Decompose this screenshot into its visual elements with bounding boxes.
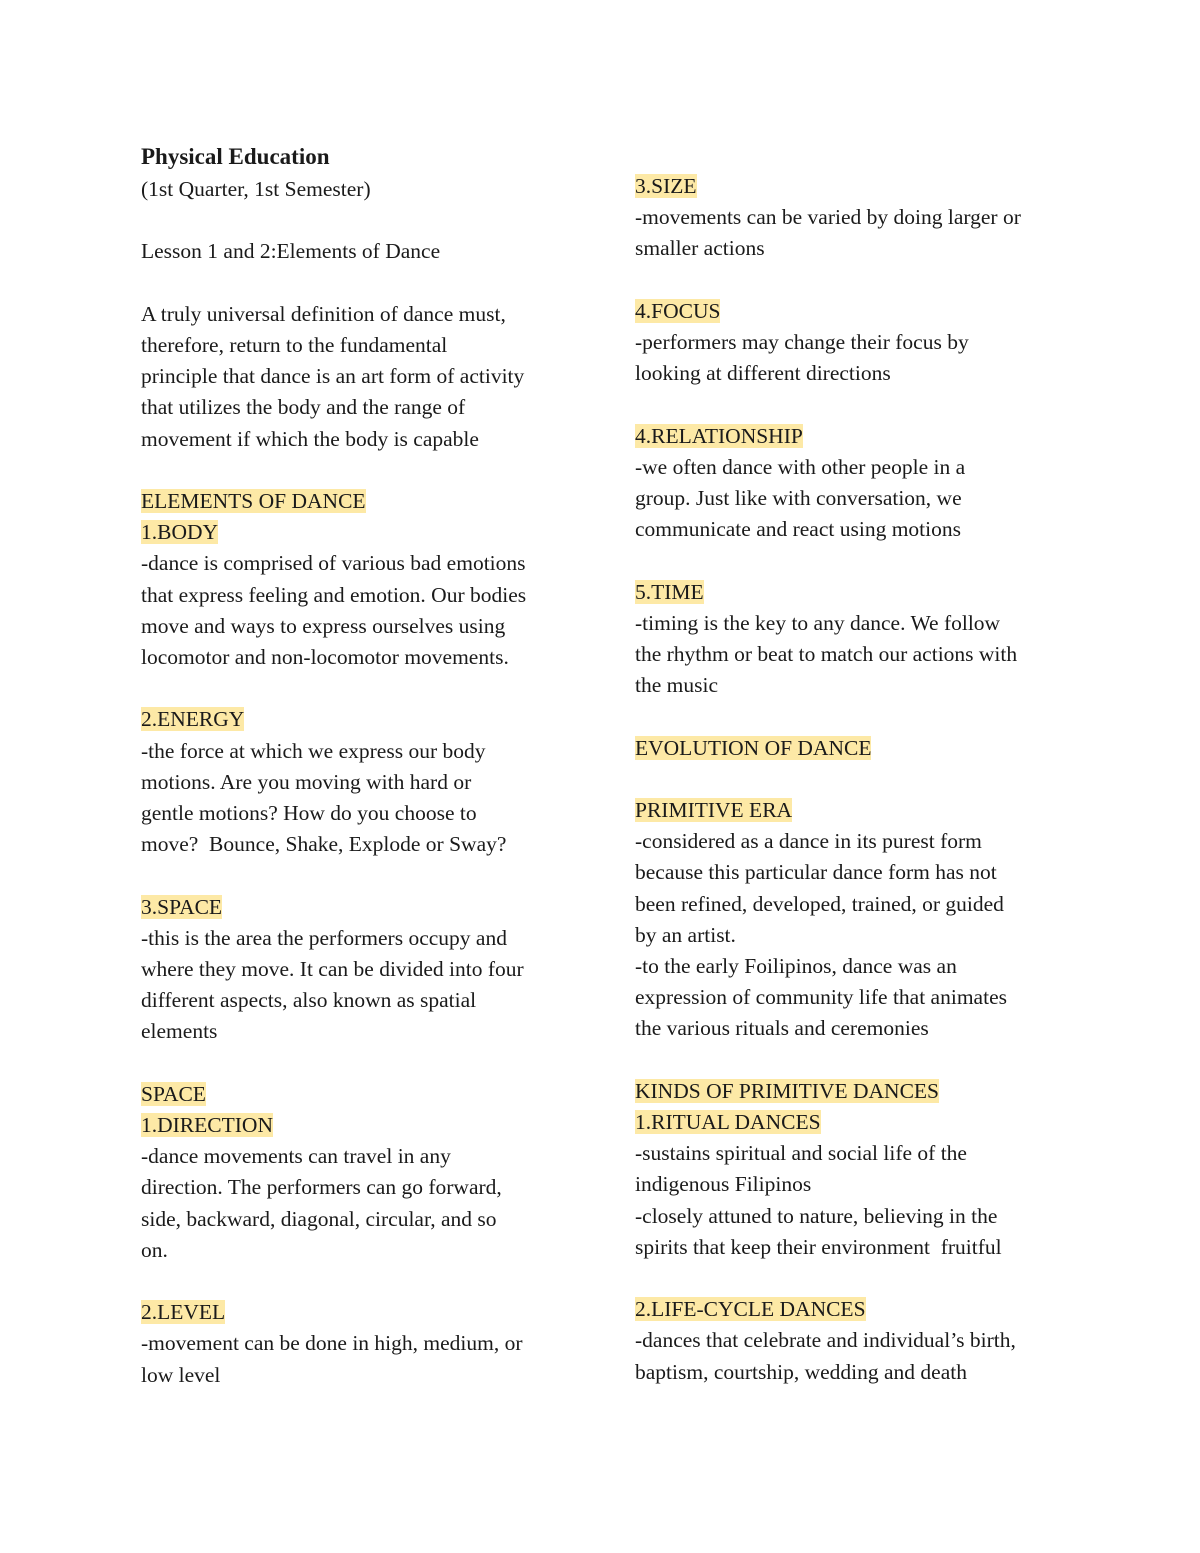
primitive-text-line: -to the early Foilipinos, dance was an — [635, 954, 957, 978]
size-text-line: smaller actions — [635, 236, 765, 261]
body-text-line: that express feeling and emotion. Our bodies — [141, 582, 527, 607]
body-text-line: locomotor and non-locomotor movements. — [141, 645, 509, 669]
size-heading: 3.SIZE — [635, 174, 697, 198]
energy-text-line: motions. Are you moving with hard or — [141, 769, 472, 794]
focus-text-line: -performers may change their focus by — [635, 330, 969, 354]
intro-line: that utilizes the body and the range of — [141, 395, 466, 420]
time-heading: 5.TIME — [635, 579, 704, 604]
primitive-text-line: because this particular dance form has not — [635, 860, 997, 885]
space-text-line: elements — [141, 1019, 218, 1044]
relationship-text-line: group. Just like with conversation, we — [635, 486, 962, 510]
evolution-heading: EVOLUTION OF DANCE — [635, 735, 872, 760]
ritual-text-line: indigenous Filipinos — [635, 1172, 812, 1197]
time-text-line: the music — [635, 673, 718, 698]
primitive-text-line: by an artist. — [635, 922, 736, 947]
body-text-line: -dance is comprised of various bad emotions — [141, 551, 526, 576]
energy-text-line: move? Bounce, Shake, Explode or Sway? — [141, 832, 507, 857]
elements-heading: ELEMENTS OF DANCE — [141, 488, 366, 513]
level-heading: 2.LEVEL — [141, 1300, 226, 1325]
direction-text-line: on. — [141, 1237, 168, 1262]
document-subtitle: (1st Quarter, 1st Semester) — [141, 177, 371, 201]
relationship-heading: 4.RELATIONSHIP — [635, 423, 803, 448]
primitive-text-line: -considered as a dance in its purest form — [635, 829, 982, 854]
relationship-text-line: communicate and react using motions — [635, 517, 961, 542]
primitive-era-heading: PRIMITIVE ERA — [635, 797, 793, 822]
left-column — [141, 140, 581, 1391]
level-text-line: low level — [141, 1362, 221, 1387]
primitive-text-line: been refined, developed, trained, or guided — [635, 891, 1004, 916]
space-text-line: different aspects, also known as spatial — [141, 988, 477, 1013]
focus-text-line: looking at different directions — [635, 361, 891, 386]
intro-line: A truly universal definition of dance must, — [141, 301, 506, 326]
space-text-line: where they move. It can be divided into four — [141, 957, 524, 981]
body-text-line: move and ways to express ourselves using — [141, 613, 506, 638]
size-text-line: -movements can be varied by doing larger or — [635, 205, 1021, 230]
ritual-text-line: spirits that keep their environment fruitful — [635, 1234, 1002, 1259]
direction-text-line: -dance movements can travel in any — [141, 1144, 451, 1169]
lifecycle-text-line: baptism, courtship, wedding and death — [635, 1359, 967, 1384]
ritual-text-line: -sustains spiritual and social life of the — [635, 1141, 967, 1166]
lesson-title: Lesson 1 and 2:Elements of Dance — [141, 239, 441, 264]
lifecycle-text-line: -dances that celebrate and individual’s birth, — [635, 1328, 1016, 1353]
level-text-line: -movement can be done in high, medium, or — [141, 1331, 523, 1356]
direction-text-line: direction. The performers can go forward, — [141, 1175, 502, 1200]
time-text-line: the rhythm or beat to match our actions with — [635, 642, 1018, 666]
space-text-line: -this is the area the performers occupy and — [141, 925, 507, 950]
document-title: Physical Education — [141, 144, 330, 169]
direction-text-line: side, backward, diagonal, circular, and so — [141, 1206, 497, 1231]
ritual-heading: 1.RITUAL DANCES — [635, 1110, 821, 1134]
kinds-heading: KINDS OF PRIMITIVE DANCES — [635, 1078, 940, 1103]
ritual-text-line: -closely attuned to nature, believing in the — [635, 1203, 998, 1228]
right-column — [635, 171, 1075, 1388]
space-heading: 3.SPACE — [141, 894, 223, 919]
energy-heading: 2.ENERGY — [141, 707, 245, 732]
space-subsection-heading: SPACE — [141, 1081, 206, 1106]
intro-line: principle that dance is an art form of activity — [141, 364, 525, 389]
time-text-line: -timing is the key to any dance. We follow — [635, 610, 1001, 635]
intro-line: therefore, return to the fundamental — [141, 332, 448, 357]
direction-heading: 1.DIRECTION — [141, 1113, 273, 1137]
lifecycle-heading: 2.LIFE-CYCLE DANCES — [635, 1297, 866, 1322]
intro-line: movement if which the body is capable — [141, 426, 479, 451]
primitive-text-line: expression of community life that animates — [635, 985, 1007, 1010]
relationship-text-line: -we often dance with other people in a — [635, 454, 966, 479]
focus-heading: 4.FOCUS — [635, 298, 721, 323]
primitive-text-line: the various rituals and ceremonies — [635, 1016, 929, 1041]
body-heading: 1.BODY — [141, 520, 219, 545]
energy-text-line: gentle motions? How do you choose to — [141, 801, 477, 825]
energy-text-line: -the force at which we express our body — [141, 738, 486, 763]
